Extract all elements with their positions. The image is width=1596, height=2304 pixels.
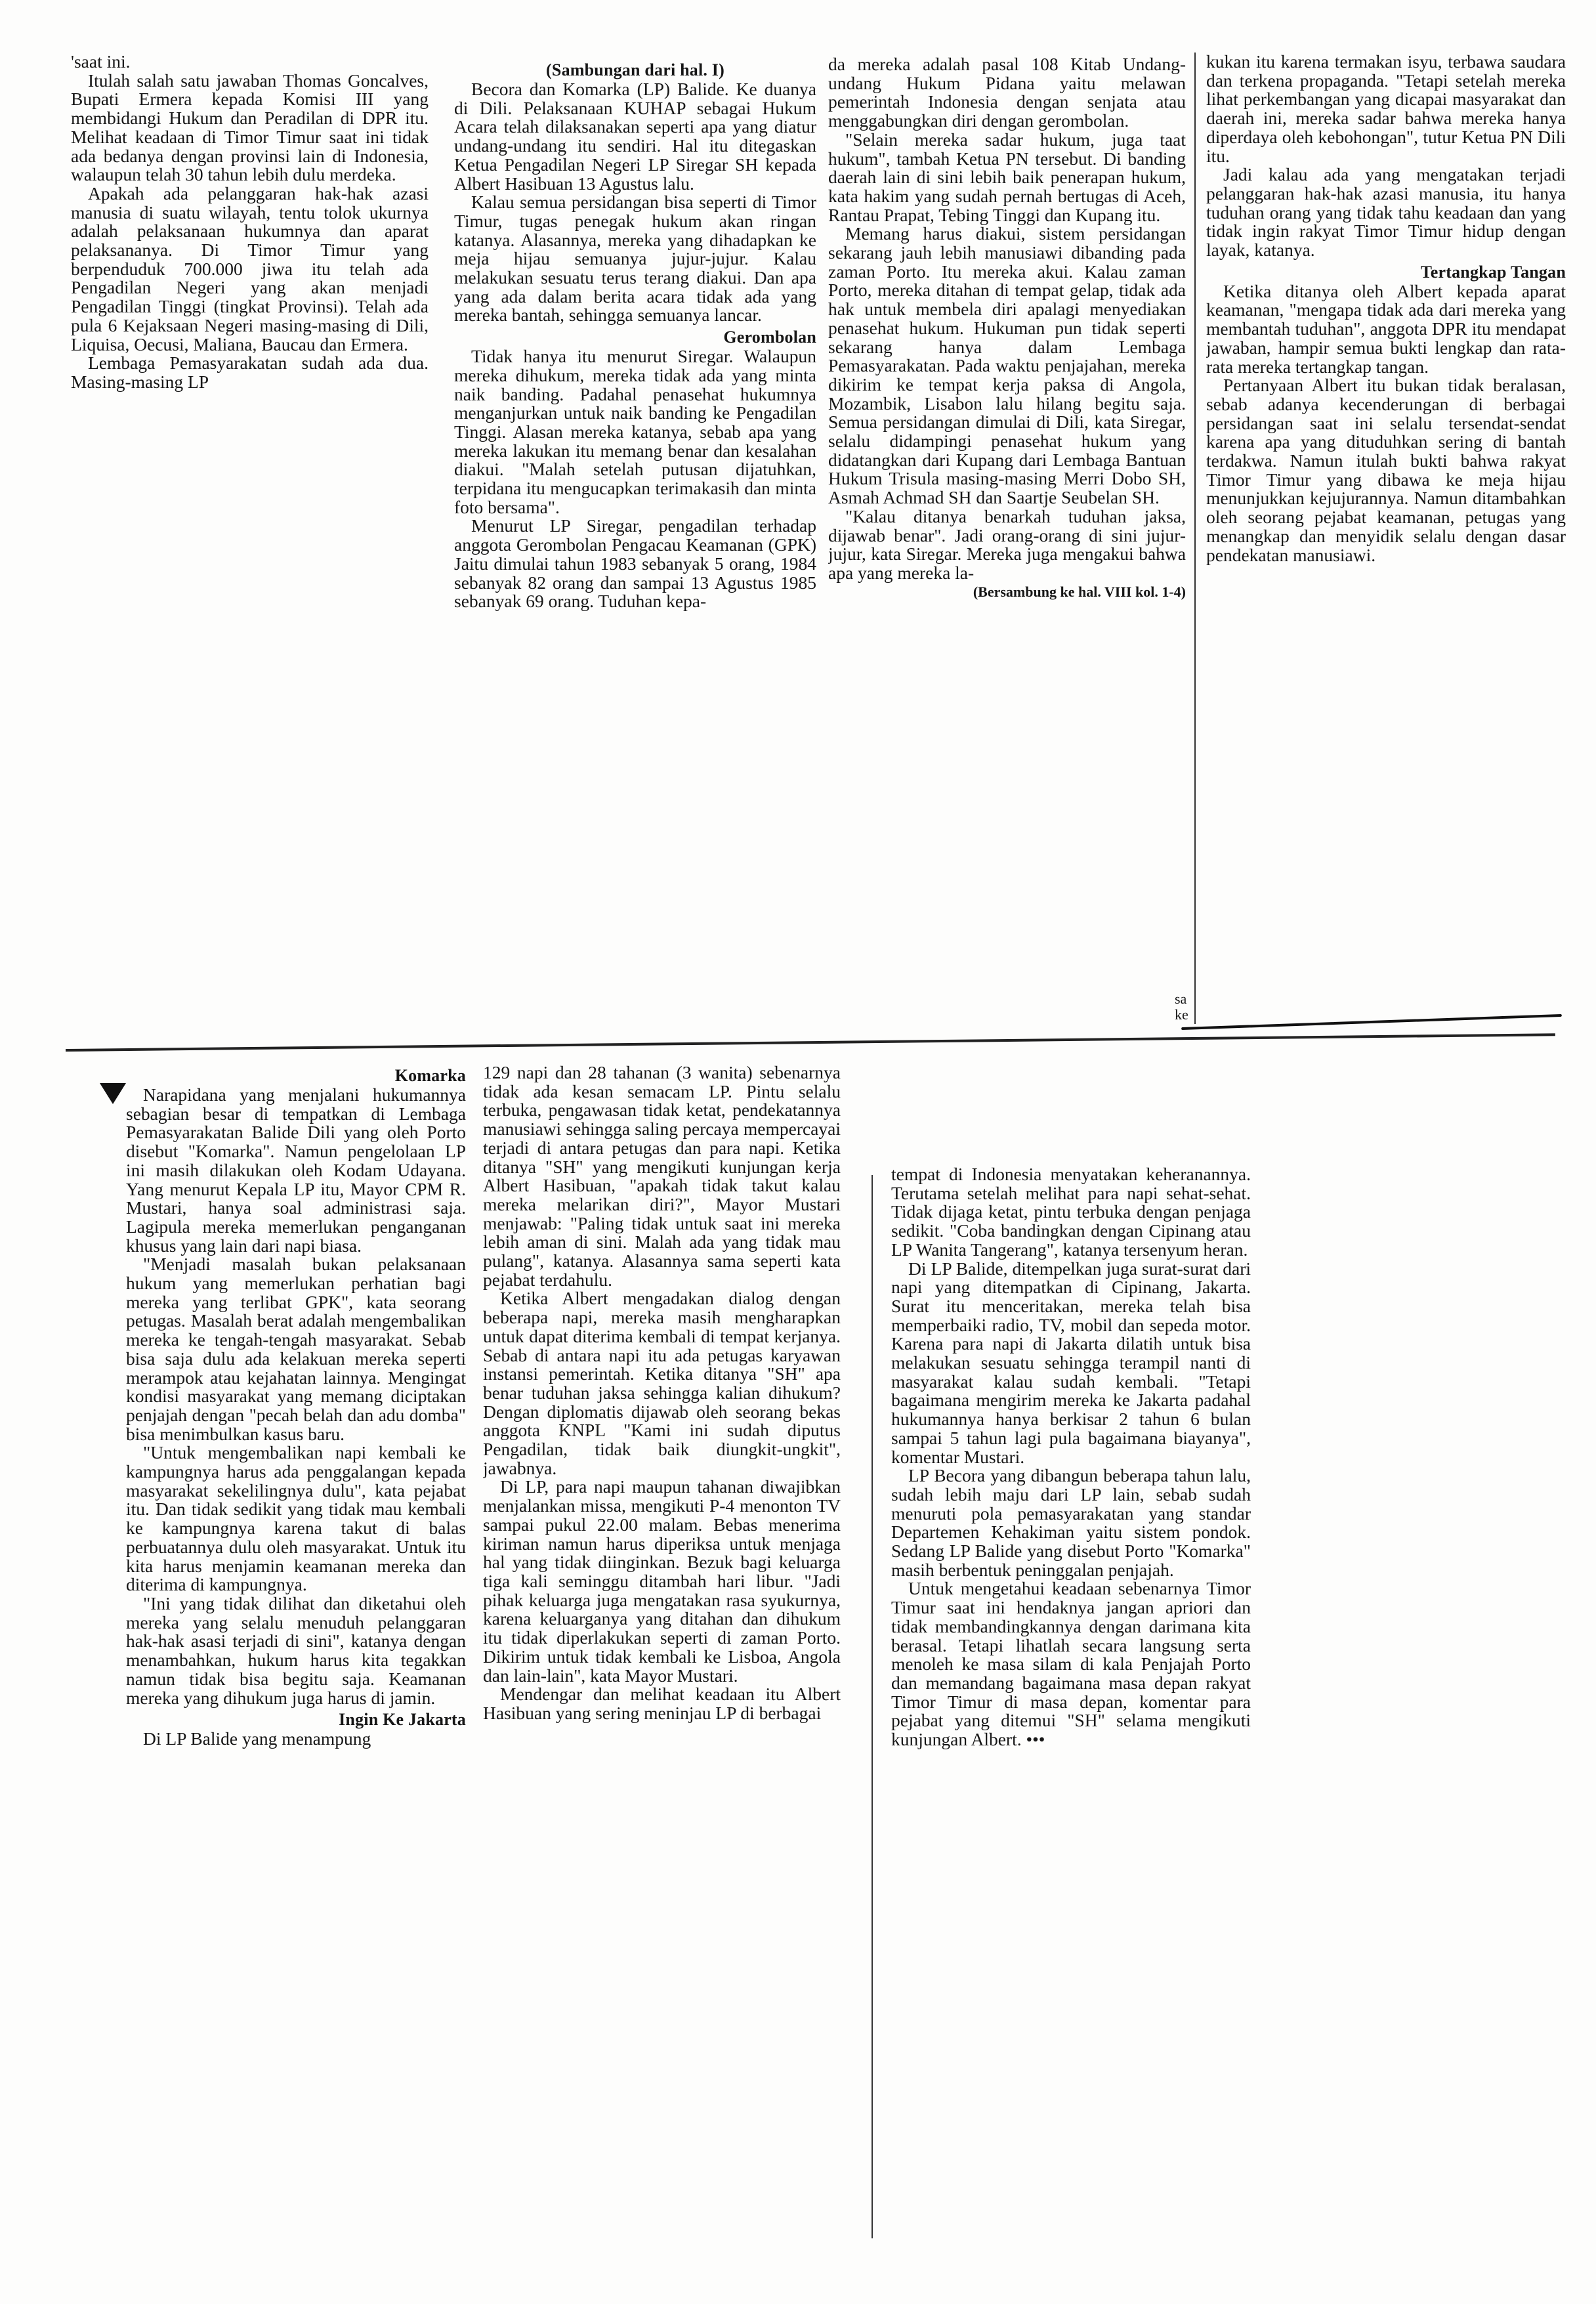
top-column-4-tail: [1175, 991, 1201, 1037]
subheading-komarka: Komarka: [394, 1066, 466, 1085]
paragraph: Pertanyaan Albert itu bukan tidak beralasan, sebab adanya kecenderungan di berbagai persidangan saat ini selalu tersendat-sendat karena apa yang dituduhkan sering di bantah terdakwa. Namun itulah bukti bahwa rakyat Timor Timur yang dibawa ke meja hijau menunjukkan kejujurannya. Namun ditambahkan oleh seorang pejabat keamanan, petugas yang menangkap dan menyidik selalu dengan dasar pendekatan manusiawi.: [1206, 375, 1566, 565]
continuation-heading: (Sambungan dari hal. I): [546, 60, 724, 79]
paragraph: Mendengar dan melihat keadaan itu Albert Hasibuan yang sering meninjau LP di berbagai: [483, 1684, 841, 1723]
paragraph: 'saat ini.: [71, 53, 131, 72]
paragraph: 129 napi dan 28 tahanan (3 wanita) sebenarnya tidak ada kesan semacam LP. Pintu selalu terbuka, pengawasan tidak ketat, pendekatannya manusiawi sehingga saling percaya mempercayai terjadi di antara petugas dan para napi. Ketika ditanya "SH" yang mengikuti kunjungan kerja Albert Hasibuan, "apakah tidak takut kalau mereka melarikan diri?", Mayor Mustari menjawab: "Paling tidak untuk saat ini mereka lebih aman di sini. Malah ada yang tidak mau pulang", katanya. Alasannya sama seperti kata pejabat terdahulu.: [483, 1063, 841, 1290]
paragraph: "Menjadi masalah bukan pelaksanaan hukum yang memerlukan perhatian bagi mereka yang terlibat GPK", kata seorang petugas. Masalah berat adalah mengembalikan mereka ke tengah-tengah masyarakat. Sebab bisa saja dulu ada kelakuan mereka seperti merampok atau kejahatan lainnya. Mengingat kondisi masyarakat yang memang diciptakan penjajah dengan "pecah belah dan adu domba" bisa menimbulkan kasus baru.: [126, 1254, 466, 1444]
paragraph: Menurut LP Siregar, pengadilan terhadap anggota Gerombolan Pengacau Keamanan (GPK) Jaitu dimulai tahun 1983 sebanyak 5 orang, 1984 sebanyak 82 orang dan sampai 13 Agustus 1985 sebanyak 69 orang. Tuduhan kepa-: [454, 515, 816, 612]
paragraph: "Untuk mengembalikan napi kembali ke kampungnya harus ada penggalangan kepada masyarakat sekelilingnya dulu", kata pejabat itu. Dan tidak sedikit yang tidak mau kembali ke kampungnya karena takut di balas perbuatannya dulu oleh masyarakat. Untuk itu kita harus menjamin keamanan mereka dan diterima di kampungnya.: [126, 1442, 466, 1595]
subheading-ingin-ke-jakarta: Ingin Ke Jakarta: [339, 1710, 466, 1730]
paragraph: Di LP Balide yang menampung: [143, 1728, 371, 1749]
subheading-tertangkap-tangan: Tertangkap Tangan: [1420, 262, 1566, 282]
column-rule: [1194, 53, 1196, 1024]
paragraph: Lembaga Pemasyarakatan sudah ada dua. Masing-masing LP: [71, 352, 429, 392]
top-column-2: [454, 58, 816, 1042]
arrow-marker-icon: [100, 1083, 126, 1104]
subheading-gerombolan: Gerombolan: [723, 328, 816, 347]
paragraph: Memang harus diakui, sistem persidangan sekarang jauh lebih manusiawi dibanding pada zaman Porto. Itu mereka akui. Kalau zaman Porto, mereka ditahan di tempat gelap, tidak ada hak untuk membela diri apalagi menyediakan penasehat hukum. Hukuman pun tidak seperti sekarang hanya dalam Lembaga Pemasyarakatan. Pada waktu penjajahan, mereka dikirim ke tempat kerja paksa di Angola, Mozambik, Lisabon lalu hilang begitu saja. Semua persidangan dimulai di Dili, kata Siregar, selalu didampingi penasehat hukum yang didatangkan dari Kupang dari Lembaga Bantuan Hukum Trisula masing-masing Merri Dobo SH, Asmah Achmad SH dan Saartje Seubelan SH.: [828, 223, 1186, 508]
paragraph: "Ini yang tidak dilihat dan diketahui oleh mereka yang selalu menuduh pelanggaran hak-hak asasi terjadi di sini", katanya dengan menambahkan, hukum harus kita tegakkan namun tidak bisa begitu saja. Keamanan mereka yang dihukum juga harus di jamin.: [126, 1592, 466, 1708]
paragraph: Ketika ditanya oleh Albert kepada aparat keamanan, "mengapa tidak ada dari mereka yang membantah tuduhan", anggota DPR itu mendapat jawaban, hampir semua bukti lengkap dan rata-rata mereka tertangkap tangan.: [1206, 280, 1566, 377]
bottom-column-1: [126, 1063, 466, 2265]
paragraph: Narapidana yang menjalani hukumannya sebagian besar di tempatkan di Lembaga Pemasyarakatan Balide Dili yang oleh Porto disebut "Komarka". Namun pengelolaan LP ini masih dilakukan oleh Kodam Udayana. Yang menurut Kepala LP itu, Mayor CPM R. Mustari, hanya soal administrasi saja. Lagipula mereka memerlukan penganganan khusus yang lain dari napi biasa.: [126, 1084, 466, 1256]
paragraph: Ketika Albert mengadakan dialog dengan beberapa napi, mereka masih mengharapkan untuk dapat diterima kembali di tempat kerjanya. Sebab di antara napi itu ada petugas karyawan instansi pemerintah. Ketika ditanya "SH" apa benar tuduhan jaksa sehingga kalian dihukum? Dengan diplomatis dijawab oleh seorang bekas anggota KNPL "Kami ini sudah diputus Pengadilan, tidak baik diungkit-ungkit", jawabnya.: [483, 1288, 841, 1478]
continued-on-note: (Bersambung ke hal. VIII kol. 1-4): [973, 583, 1186, 600]
paragraph: Becora dan Komarka (LP) Balide. Ke duanya di Dili. Pelaksanaan KUHAP sebagai Hukum Acara telah dilaksanakan seperti apa yang diatur undang-undang itu sendiri. Hal itu ditegaskan Ketua Pengadilan Negeri LP Siregar SH kepada Albert Hasibuan 13 Agustus lalu.: [454, 79, 816, 194]
paragraph: "Kalau ditanya benarkah tuduhan jaksa, dijawab benar". Jadi orang-orang di sini jujur-jujur, kata Siregar. Mereka juga mengakui bahwa apa yang mereka la-: [828, 505, 1186, 583]
paragraph: Tidak hanya itu menurut Siregar. Walaupun mereka dihukum, mereka tidak ada yang minta naik banding. Padahal penasehat hukumnya menganjurkan untuk naik banding ke Pengadilan Tinggi. Alasan mereka katanya, sebab apa yang mereka lakukan itu memang benar dan kesalahan diakui. "Malah setelah putusan dijatuhkan, terpidana itu mengucapkan terimakasih dan minta foto bersama".: [454, 346, 816, 517]
bottom-column-2: [483, 1063, 841, 2265]
paragraph: Untuk mengetahui keadaan sebenarnya Timor Timur saat ini hendaknya jangan apriori dan tidak membandingkannya dengan darimana kita berasal. Tetapi lihatlah secara langsung serta menoleh ke masa silam di kala Penjajah Porto dan memandang bagaimana masa depan rakyat Timor Timur di masa depan, komentar para pejabat yang ditemui "SH" selama mengikuti kunjungan Albert. •••: [891, 1578, 1251, 1750]
top-column-3: [828, 55, 1186, 1053]
paragraph: Apakah ada pelanggaran hak-hak azasi manusia di suatu wilayah, tentu tolok ukurnya adalah pelaksanaan hukumnya dan aparat pelaksananya. Di Timor Timur yang berpenduduk 700.000 jiwa itu telah ada Pengadilan Negeri yang akan menjadi Pengadilan Tinggi (tingkat Provinsi). Telah ada pula 6 Kejaksaan Negeri masing-masing di Dili, Liquisa, Oecusi, Maliana, Baucau dan Ermera.: [71, 182, 429, 354]
paragraph: Di LP Balide, ditempelkan juga surat-surat dari napi yang ditempatkan di Cipinang, Jakarta. Surat itu menceritakan, mereka telah bisa memperbaiki radio, TV, mobil dan sepeda motor. Karena para napi di Jakarta dilatih untuk bisa melakukan sesuatu sehingga terampil nanti di masyarakat kalau sudah kembali. "Tetapi bagaimana mengirim mereka ke Jakarta padahal hukumannya hanya berkisar 2 tahun 6 bulan sampai 5 tahun lagi pula bagaimana biayanya", komentar Mustari.: [891, 1258, 1251, 1467]
paragraph: Di LP, para napi maupun tahanan diwajibkan menjalankan missa, mengikuti P-4 menonton TV sampai pukul 22.00 malam. Bebas menerima kiriman namun harus diperiksa untuk menjaga hal yang tidak diinginkan. Bezuk bagi keluarga tiga kali seminggu ditambah hari libur. "Jadi pihak keluarga juga mengatakan rasa syukurnya, karena keluarganya yang ditahan dan dihukum itu tidak diperlakukan seperti di zaman Porto. Dikirim untuk tidak kembali ke Lisboa, Angola dan lain-lain", kata Mayor Mustari.: [483, 1476, 841, 1686]
paragraph: tempat di Indonesia menyatakan keheranannya. Terutama setelah melihat para napi sehat-sehat. Tidak dijaga ketat, pintu terbuka dengan penjaga sedikit. "Coba bandingkan dengan Cipinang atau LP Wanita Tangerang", katanya tersenyum heran.: [891, 1165, 1251, 1260]
paragraph: kukan itu karena termakan isyu, terbawa saudara dan terkena propaganda. "Tetapi setelah mereka lihat perkembangan yang dicapai masyarakat dan daerah ini, mereka sadar bahwa mereka hanya diperdaya oleh kebohongan", tutur Ketua PN Dili itu.: [1206, 53, 1566, 166]
bottom-column-3: [891, 1165, 1251, 2268]
torn-edge-mark: [1181, 1014, 1562, 1030]
paragraph: "Selain mereka sadar hukum, juga taat hukum", tambah Ketua PN tersebut. Di banding daerah lain di sini lebih baik penerapan hukum, kata hakim yang sudah pernah bertugas di Aceh, Rantau Prapat, Tebing Tinggi dan Kupang itu.: [828, 129, 1186, 225]
paragraph: Kalau semua persidangan bisa seperti di Timor Timur, tugas penegak hukum akan ringan katanya. Alasannya, mereka yang dihadapkan ke meja hijau semuanya jujur-jujur. Kalau melakukan sesuatu terus terang diakui. Dan apa yang ada dalam berita acara tidak ada yang mereka bantah, sehingga semuanya lancar.: [454, 192, 816, 326]
paragraph: da mereka adalah pasal 108 Kitab Undang-undang Hukum Pidana yaitu melawan pemerintah Indonesia dengan senjata atau menggabungkan diri dengan gerombolan.: [828, 55, 1186, 131]
top-column-1: [71, 53, 429, 643]
top-column-4: [1206, 53, 1566, 971]
paragraph: LP Becora yang dibangun beberapa tahun lalu, sudah lebih maju dari LP lain, sebab sudah menuruti pola pemasyarakatan yang standar Departemen Kehakiman yaitu sistem pondok. Sedang LP Balide yang disebut Porto "Komarka" masih berbentuk peninggalan penjajah.: [891, 1465, 1251, 1580]
fragment-text: sa ke: [1175, 991, 1188, 1023]
paragraph: Jadi kalau ada yang mengatakan terjadi pelanggaran hak-hak azasi manusia, itu hanya tuduhan orang yang tidak tahu keadaan dan yang tidak ingin rakyat Timor Timur hidup dengan layak, katanya.: [1206, 164, 1566, 261]
paragraph: Itulah salah satu jawaban Thomas Goncalves, Bupati Ermera kepada Komisi III yang membidangi Hukum dan Peradilan di DPR itu. Melihat keadaan di Timor Timur saat ini tidak ada bedanya dengan provinsi lain di Indonesia, walaupun telah 30 tahun lebih dulu merdeka.: [71, 70, 429, 185]
column-rule: [872, 1175, 873, 2238]
